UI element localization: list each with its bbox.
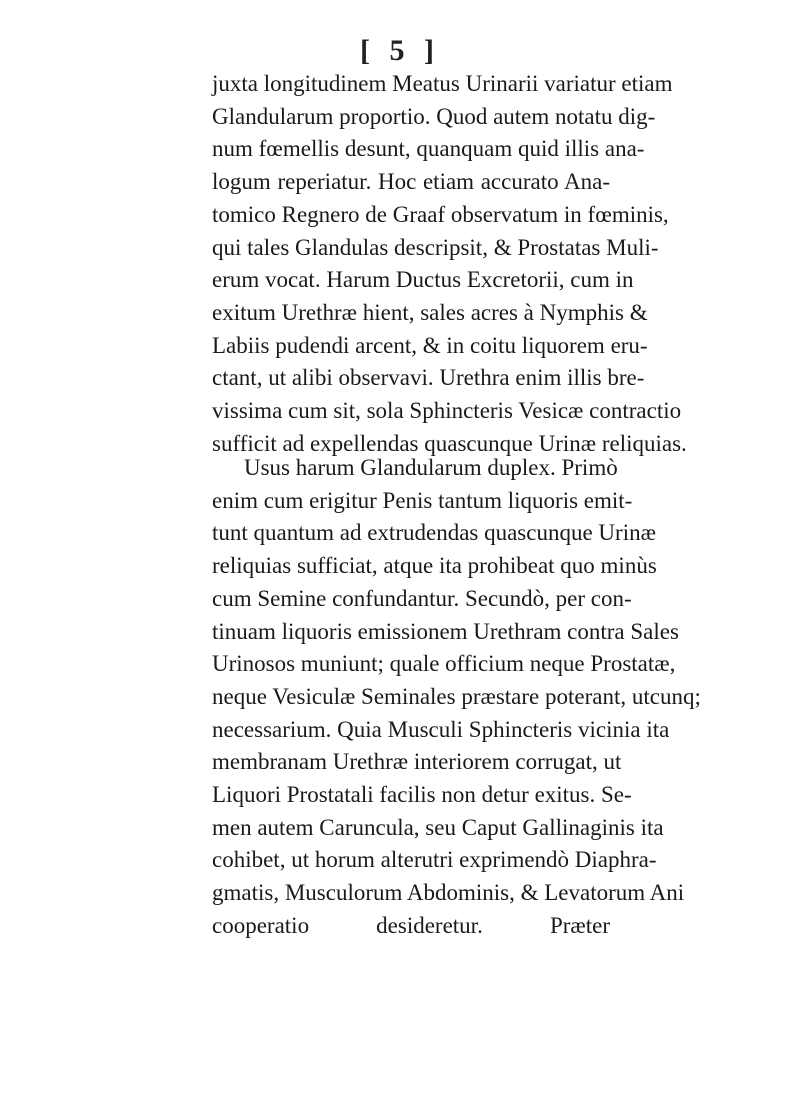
text-line: Liquori Prostatali facilis non detur exitus. Se- <box>212 782 632 808</box>
text-line: logum reperiatur. Hoc etiam accurato Ana- <box>212 169 610 195</box>
text-line: reliquias sufficiat, atque ita prohibeat quo minùs <box>212 553 657 579</box>
text-line: Urinosos muniunt; quale officium neque Prostatæ, <box>212 651 676 677</box>
text-line: men autem Caruncula, seu Caput Gallinaginis ita <box>212 814 664 840</box>
text-line: erum vocat. Harum Ductus Excretorii, cum in <box>212 267 634 293</box>
text-line: ctant, ut alibi observavi. Urethra enim illis bre- <box>212 365 645 391</box>
text-line: Glandularum proportio. Quod autem notatu dig- <box>212 103 656 129</box>
text-line: cooperatio desideretur. <box>212 912 483 938</box>
catchword: Præter <box>549 912 610 938</box>
text-line: necessarium. Quia Musculi Sphincteris vicinia ita <box>212 716 670 742</box>
paragraph-2 <box>212 452 701 943</box>
text-line: membranam Urethræ interiorem corrugat, ut <box>212 749 622 775</box>
text-line: cohibet, ut horum alterutri exprimendò Diaphra- <box>212 847 657 873</box>
text-line: sufficit ad expellendas quascunque Urinæ reliquias. <box>212 430 687 456</box>
paragraph-1 <box>212 68 687 460</box>
text-line: exitum Urethræ hient, sales acres à Nymphis & <box>212 299 648 325</box>
text-line: enim cum erigitur Penis tantum liquoris emit- <box>212 487 633 513</box>
text-line: neque Vesiculæ Seminales præstare poterant, utcunq; <box>212 683 701 709</box>
text-line: qui tales Glandulas descripsit, & Prostatas Muli- <box>212 234 659 260</box>
text-line: Labiis pudendi arcent, & in coitu liquorem eru- <box>212 332 648 358</box>
text-line: cum Semine confundantur. Secundò, per con- <box>212 585 632 611</box>
blank-page-area <box>0 880 800 1103</box>
text-line: tunt quantum ad extrudendas quascunque Urinæ <box>212 520 656 546</box>
text-line: vissima cum sit, sola Sphincteris Vesicæ contractio <box>212 398 682 424</box>
text-line: num fœmellis desunt, quanquam quid illis ana- <box>212 136 645 162</box>
text-line: Usus harum Glandularum duplex. Primò <box>244 455 618 480</box>
text-line: tinuam liquoris emissionem Urethram contra Sales <box>212 618 679 644</box>
page-number: [ 5 ] <box>360 34 440 67</box>
text-line: tomico Regnero de Graaf observatum in fœminis, <box>212 201 669 227</box>
text-line: juxta longitudinem Meatus Urinarii variatur etiam <box>212 71 673 96</box>
text-line: gmatis, Musculorum Abdominis, & Levatorum Ani <box>212 880 685 906</box>
